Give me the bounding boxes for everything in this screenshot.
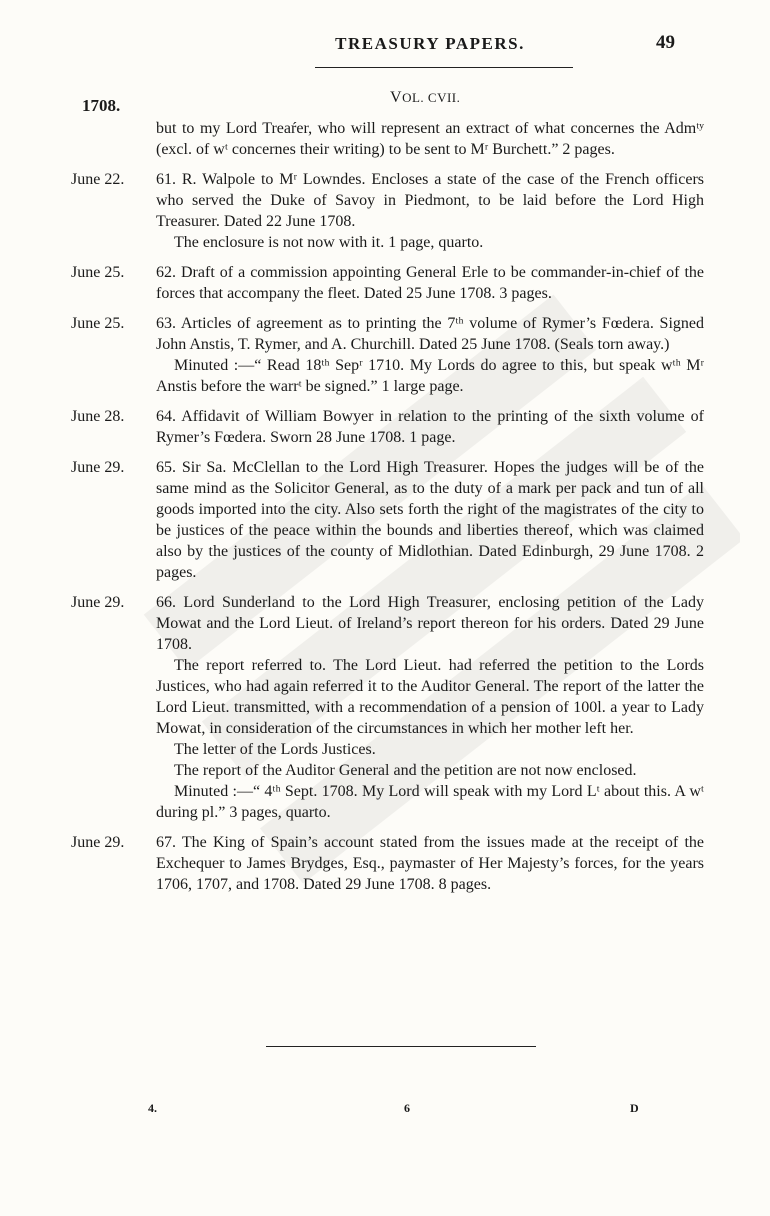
calendar-entry <box>0 457 770 583</box>
calendar-entry <box>0 406 770 448</box>
entry-body <box>156 262 704 304</box>
footer-rule <box>266 1046 536 1047</box>
entry-body <box>156 118 704 160</box>
volume-heading <box>390 89 460 107</box>
entry-body <box>156 592 704 823</box>
entry-paragraph: The enclosure is not now with it. 1 page, quarto. <box>174 234 484 251</box>
entry-paragraph: The letter of the Lords Justices. <box>174 741 376 758</box>
running-title: TREASURY PAPERS. <box>335 34 525 53</box>
entry-date: June 28. <box>71 408 125 425</box>
calendar-entry <box>0 169 770 253</box>
printer-signature-3: D <box>630 1101 639 1115</box>
entry-paragraph: The report of the Auditor General and the petition are not now enclosed. <box>174 762 637 779</box>
entry-paragraph: 61. R. Walpole to Mʳ Lowndes. Encloses a state of the case of the French officers who served the Duke of Savoy in Piedmont, to be laid before the Lord High Treasurer. Dated 22 June 1708. <box>156 171 704 230</box>
entry-body <box>156 406 704 448</box>
entry-paragraph: 63. Articles of agreement as to printing the 7ᵗʰ volume of Rymer’s Fœdera. Signed John Anstis, T. Rymer, and A. Churchill. Dated 25 June 1708. (Seals torn away.) <box>156 315 704 353</box>
entry-body <box>156 169 704 253</box>
printer-signature-2: 6 <box>404 1101 410 1115</box>
volume-rest: OL. CVII. <box>402 90 461 105</box>
entry-date: June 29. <box>71 834 125 851</box>
entry-body <box>156 457 704 583</box>
entry-paragraph: Minuted :—“ 4ᵗʰ Sept. 1708. My Lord will speak with my Lord Lᵗ about this. A wᵗ during pl.” 3 pages, quarto. <box>156 783 704 821</box>
calendar-entry <box>0 592 770 823</box>
entry-date: June 29. <box>71 594 125 611</box>
entry-date: June 25. <box>71 264 125 281</box>
printer-signature-1: 4. <box>148 1101 157 1115</box>
year-marker: 1708. <box>82 96 121 115</box>
entry-paragraph: 65. Sir Sa. McClellan to the Lord High Treasurer. Hopes the judges will be of the same mind as the Solicitor General, as to the duty of a mark per pack and tun of all goods imported into the city. Also sets forth the right of the magistrates of the city to be justices of the peace within the bounds and liberties thereof, which was claimed also by the justices of the county of Midlothian. Dated Edinburgh, 29 June 1708. 2 pages. <box>156 459 704 581</box>
entry-paragraph: but to my Lord Treaŕer, who will represent an extract of what concernes the Admᵗʸ (excl. of wᵗ concernes their writing) to be sent to Mʳ Burchett.” 2 pages. <box>156 120 704 158</box>
entry-body <box>156 832 704 895</box>
volume-initial: V <box>390 89 403 106</box>
entry-date: June 22. <box>71 171 125 188</box>
calendar-entry <box>0 313 770 397</box>
page-number: 49 <box>656 32 675 53</box>
entry-date: June 29. <box>71 459 125 476</box>
entry-body <box>156 313 704 397</box>
entry-paragraph: Minuted :—“ Read 18ᵗʰ Sepʳ 1710. My Lords do agree to this, but speak wᵗʰ Mʳ Anstis before the warrᵗ be signed.” 1 large page. <box>156 357 704 395</box>
calendar-entry <box>0 118 770 160</box>
entry-paragraph: 66. Lord Sunderland to the Lord High Treasurer, enclosing petition of the Lady Mowat and the Lord Lieut. of Ireland’s report thereon for his orders. Dated 29 June 1708. <box>156 594 704 653</box>
calendar-entry <box>0 832 770 895</box>
entries-list <box>0 118 770 904</box>
entry-date: June 25. <box>71 315 125 332</box>
header-rule <box>315 67 573 68</box>
entry-paragraph: 64. Affidavit of William Bowyer in relation to the printing of the sixth volume of Rymer’s Fœdera. Sworn 28 June 1708. 1 page. <box>156 408 704 446</box>
entry-paragraph: 67. The King of Spain’s account stated from the issues made at the receipt of the Exchequer to James Brydges, Esq., paymaster of Her Majesty’s forces, for the years 1706, 1707, and 1708. Dated 29 June 1708. 8 pages. <box>156 834 704 893</box>
entry-paragraph: The report referred to. The Lord Lieut. had referred the petition to the Lords Justices, who had again referred it to the Auditor General. The report of the latter the Lord Lieut. transmitted, with a recommendation of a pension of 100l. a year to Lady Mowat, in consideration of the circumstances in which her mother left her. <box>156 657 704 737</box>
calendar-entry <box>0 262 770 304</box>
entry-paragraph: 62. Draft of a commission appointing General Erle to be commander-in-chief of the forces that accompany the fleet. Dated 25 June 1708. 3 pages. <box>156 264 704 302</box>
